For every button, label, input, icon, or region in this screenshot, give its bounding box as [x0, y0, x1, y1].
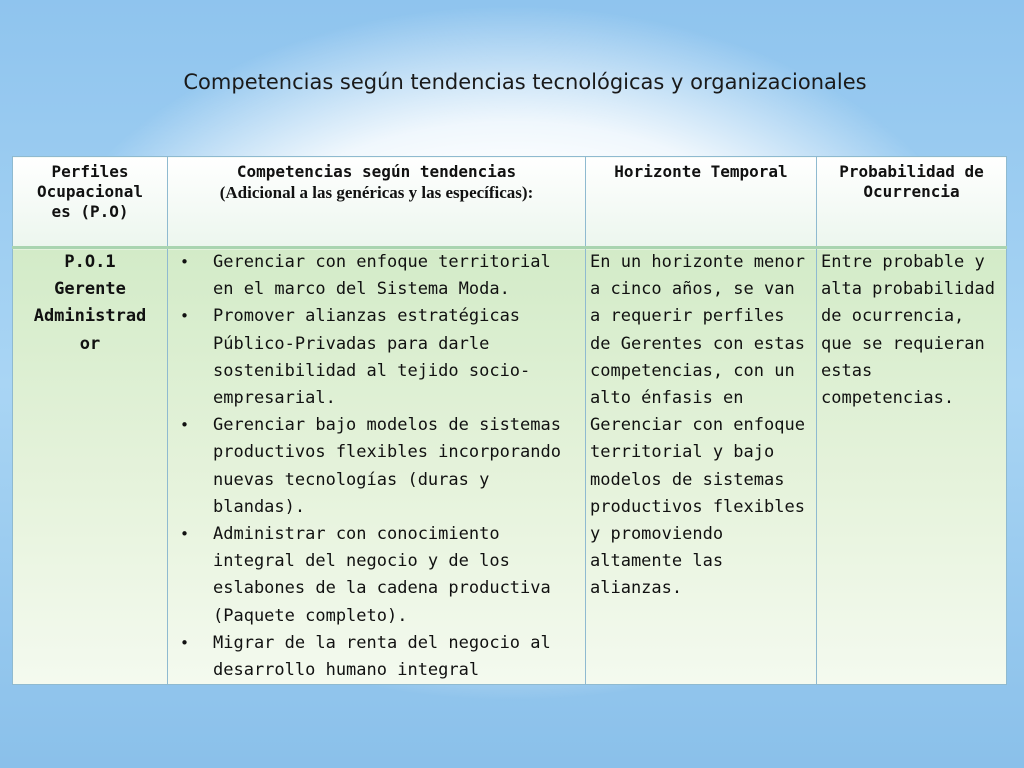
competency-text: Administrar con conocimiento integral del negocio y de los eslabones de la cadena productiva (Paquete completo).: [213, 524, 551, 626]
bullet-icon: •: [180, 633, 190, 652]
bullet-icon: •: [180, 307, 190, 326]
competency-text: Gerenciar bajo modelos de sistemas productivos flexibles incorporando nuevas tecnologías (duras y blandas).: [213, 415, 561, 517]
table-row: [13, 248, 1007, 685]
header-probability-line-1: Probabilidad de: [839, 162, 984, 181]
header-competencies: [168, 157, 586, 248]
bullet-icon: •: [180, 253, 190, 271]
table-header-row: [13, 157, 1007, 248]
header-profiles-line-1: Perfiles: [51, 162, 129, 181]
competencies-list: [172, 249, 581, 684]
list-item: [172, 630, 581, 684]
bullet-icon: •: [180, 525, 190, 544]
header-profiles-line-2: Ocupacional: [37, 182, 143, 201]
competencies-cell: [168, 248, 586, 685]
competency-text: Migrar de la renta del negocio al desarrollo humano integral: [213, 632, 551, 681]
profile-cell: [13, 248, 168, 685]
header-probability: [817, 157, 1007, 248]
list-item: [172, 303, 581, 412]
horizon-cell: [586, 248, 817, 685]
header-competencies-main: Competencias según tendencias: [236, 162, 517, 181]
list-item: [172, 249, 581, 303]
profile-code: P.O.1: [64, 252, 116, 272]
header-horizon-label: Horizonte Temporal: [614, 162, 788, 181]
competencies-table: [12, 156, 1007, 685]
list-item: [172, 521, 581, 630]
competency-text: Gerenciar con enfoque territorial en el marco del Sistema Moda.: [213, 252, 551, 300]
list-item: [172, 412, 581, 521]
header-profiles-line-3: es (P.O): [51, 202, 129, 221]
header-probability-line-2: Ocurrencia: [863, 182, 960, 201]
header-profiles: [13, 157, 168, 248]
probability-text: Entre probable y alta probabilidad de ocurrencia, que se requieran estas competencias.: [821, 252, 995, 409]
profile-line-3: Administrad: [33, 306, 147, 327]
header-competencies-sub: (Adicional a las genéricas y las específicas):: [219, 183, 534, 202]
competency-text: Promover alianzas estratégicas Público-Privadas para darle sostenibilidad al tejido socio-empresarial.: [213, 306, 531, 409]
slide-title: Competencias según tendencias tecnológicas y organizacionales: [183, 70, 867, 94]
probability-cell: [817, 248, 1007, 685]
profile-line-2: Gerente: [54, 279, 126, 300]
horizon-text: En un horizonte menor a cinco años, se van a requerir perfiles de Gerentes con estas competencias, con un alto énfasis en Gerenciar con enfoque territorial y bajo modelos de sistemas productivos flexibles y promoviendo altamente las alianzas.: [590, 252, 805, 599]
header-horizon: [586, 157, 817, 248]
profile-line-4: or: [79, 333, 101, 354]
bullet-icon: •: [180, 416, 190, 435]
